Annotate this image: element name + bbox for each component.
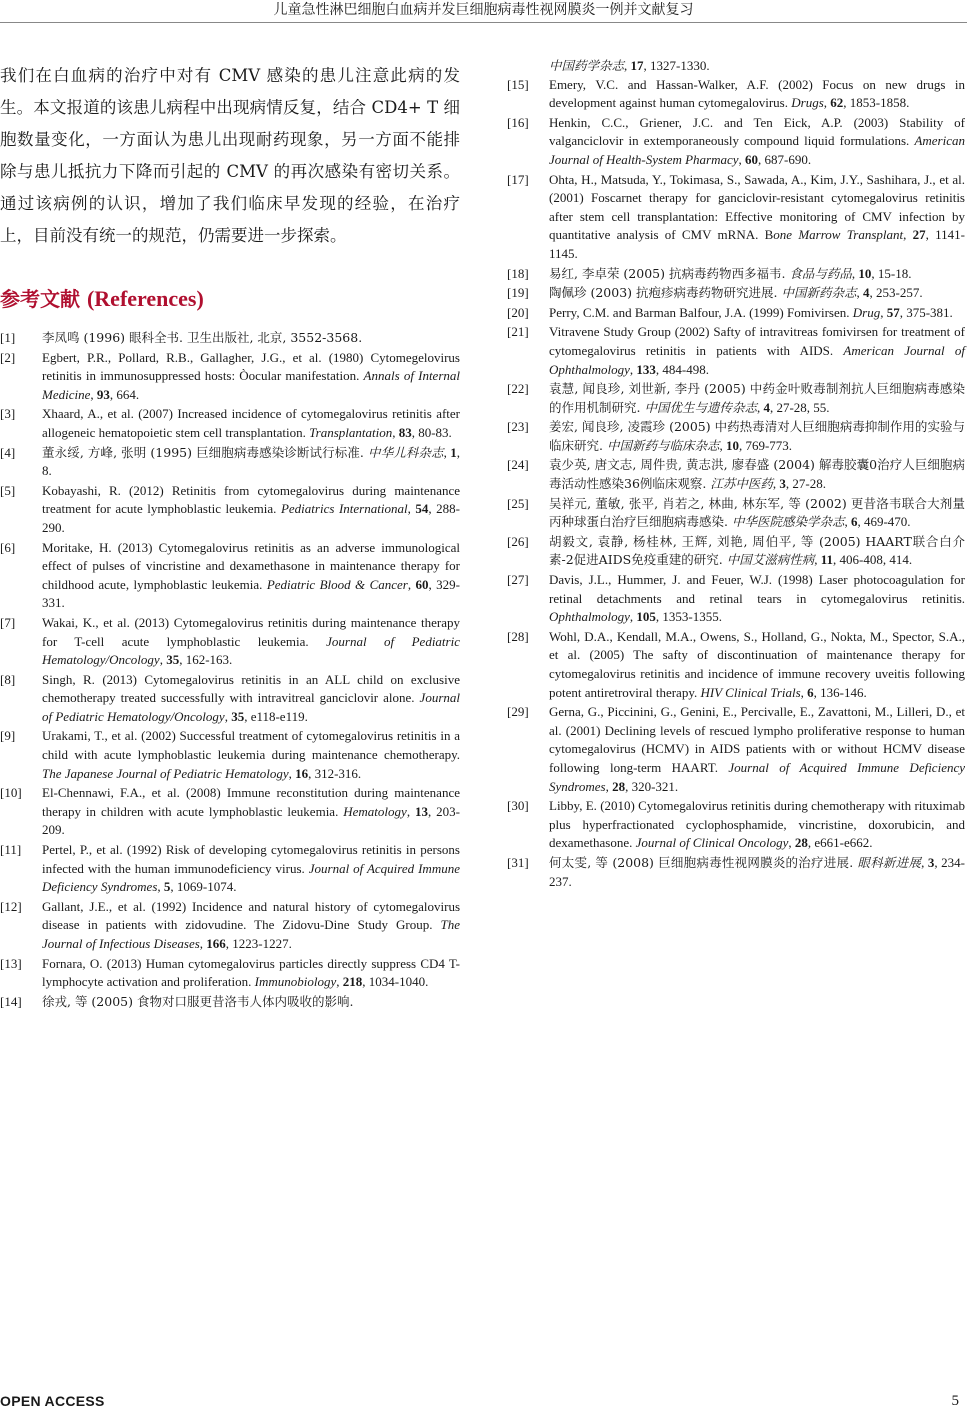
reference-segment: , — [443, 444, 451, 460]
reference-number: [28] — [507, 628, 529, 644]
reference-segment: , 1141-1145. — [549, 227, 966, 261]
reference-segment: Kobayashi, R. (2012) Retinitis from cytomegalovirus during maintenance treatment for acute lymphoblastic leukemia. — [42, 482, 460, 517]
reference-number: [5] — [0, 482, 16, 498]
reference-journal: 中国新药与临床杂志 — [606, 437, 720, 453]
open-access-label: OPEN ACCESS — [0, 1393, 105, 1409]
reference-volume: 4 — [763, 399, 770, 415]
reference-item — [507, 533, 965, 570]
references-heading-en: (References) — [86, 286, 204, 311]
reference-volume: 1 — [450, 444, 457, 460]
reference-number: [23] — [507, 419, 529, 435]
reference-segment: 胡毅文, 袁静, 杨桂林, 王辉, 刘艳, 周伯平, 等 (2005) HAART联合白介素-2促进AIDS免疫重建的研究. — [549, 533, 965, 568]
reference-journal: one Marrow Transplant — [773, 227, 904, 243]
reference-segment: Libby, E. (2010) Cytomegalovirus retinitis during chemotherapy with rituximab plus hyperfractionated cyclophosphamide, vincristine, doxorubicin, and dexamethasone. — [549, 798, 965, 851]
reference-segment: , — [738, 151, 746, 167]
reference-volume: 28 — [794, 835, 808, 851]
reference-volume: 105 — [636, 609, 656, 625]
reference-item — [507, 456, 965, 493]
reference-journal: Drugs — [791, 95, 824, 111]
reference-journal: American Journal of Health-System Pharmacy — [549, 133, 965, 167]
reference-journal: Journal of Pediatric Hematology/Oncology — [42, 633, 460, 668]
reference-number: [31] — [507, 854, 529, 870]
reference-volume: 60 — [415, 576, 429, 592]
reference-item — [507, 703, 965, 796]
reference-text — [549, 533, 965, 570]
reference-number: [2] — [0, 349, 16, 365]
reference-segment: , 203-209. — [42, 803, 461, 838]
reference-text — [42, 444, 460, 481]
reference-segment: Xhaard, A., et al. (2007) Increased incidence of cytomegalovirus retinitis after allogeneic hematopoietic stem cell transplantation. — [42, 406, 460, 440]
reference-segment: , 320-321. — [625, 778, 679, 794]
reference-segment: , 136-146. — [813, 684, 867, 700]
reference-segment: Moritake, H. (2013) Cytomegalovirus retinitis as an adverse immunological effect of pulses of vincristine and dexamethasone in maintenance therapy for childhood acute, lymphoblastic leukemia. — [42, 539, 460, 592]
reference-volume: 35 — [166, 652, 180, 668]
reference-segment: 陶佩珍 (2003) 抗疱疹病毒药物研究进展. — [549, 285, 782, 301]
reference-journal: Immunobiology — [254, 974, 337, 990]
reference-segment: Ohta, H., Matsuda, Y., Tokimasa, S., Sawada, A., Kim, J.Y., Sashihara, J., et al. (2001) Foscarnet therapy for ganciclovir-resistant cytomegalovirus retinitis after stem cell transplantation: Effective monitoring of CMV infection by quantitative analysis of CMV mRNA. B — [549, 171, 965, 243]
reference-segment: , 1853-1858. — [843, 95, 910, 111]
reference-item — [0, 405, 460, 442]
reference-text — [42, 671, 460, 727]
reference-text — [42, 784, 460, 840]
left-column — [0, 60, 460, 1012]
reference-item — [507, 495, 965, 532]
reference-text — [549, 456, 965, 493]
reference-segment: 袁少英, 唐文志, 周件贵, 黄志洪, 廖春盛 (2004) 解毒胶囊0治疗人巨细胞病毒活动性感染36例临床观察. — [549, 457, 965, 492]
reference-item — [507, 114, 965, 170]
right-column — [507, 57, 965, 892]
reference-segment: , 80-83. — [411, 424, 452, 440]
reference-segment: Urakami, T., et al. (2002) Successful treatment of cytomegalovirus retinitis in a child with acute lymphoblastic leukemia during maintenance chemotherapy. — [42, 728, 460, 763]
reference-text — [549, 380, 965, 417]
reference-text — [549, 114, 965, 170]
reference-journal: 中华儿科杂志 — [368, 444, 444, 460]
reference-number: [8] — [0, 671, 16, 687]
reference-number: [25] — [507, 495, 529, 511]
reference-segment: , — [224, 708, 232, 724]
reference-item — [0, 329, 460, 348]
reference-text — [42, 482, 460, 538]
reference-journal: American Journal of Ophthalmology — [549, 342, 966, 377]
reference-segment: Pertel, P., et al. (1992) Risk of developing cytomegalovirus retinitis in persons infected with the human immunodeficiency virus. — [42, 842, 460, 876]
reference-volume: 10 — [858, 265, 872, 281]
reference-segment: , 253-257. — [869, 285, 923, 301]
reference-segment: , 1353-1355. — [655, 609, 722, 625]
reference-segment: , — [903, 227, 913, 243]
reference-journal: The Journal of Infectious Diseases — [42, 917, 460, 951]
reference-text — [549, 284, 965, 303]
reference-journal: Drug — [852, 304, 881, 320]
reference-segment: , — [605, 778, 613, 794]
reference-segment: , 687-690. — [758, 151, 812, 167]
reference-segment: Wakai, K., et al. (2013) Cytomegalovirus retinitis during maintenance therapy for T-cell acute lymphoblastic leukemia. — [42, 614, 460, 649]
reference-volume: 13 — [415, 803, 428, 819]
reference-item — [0, 444, 460, 481]
reference-item — [0, 841, 460, 897]
reference-number: [27] — [507, 572, 529, 588]
reference-text — [42, 955, 460, 992]
reference-item — [507, 304, 965, 323]
reference-volume: 35 — [231, 708, 245, 724]
reference-volume: 6 — [850, 514, 858, 530]
reference-segment: , — [823, 95, 831, 111]
reference-text — [549, 628, 965, 702]
reference-segment: , e661-e662. — [807, 835, 873, 851]
reference-item — [507, 380, 965, 417]
reference-segment: , — [800, 684, 808, 700]
reference-item — [507, 628, 965, 702]
reference-item — [0, 614, 460, 670]
reference-volume: 93 — [96, 386, 110, 402]
reference-journal: Journal of Acquired Immune Deficiency Syndromes — [42, 860, 460, 895]
reference-segment: , 8. — [42, 444, 460, 479]
reference-segment: 吴祥元, 董敏, 张平, 肖若之, 林曲, 林东军, 等 (2002) 更昔洛韦联合大剂量丙种球蛋白治疗巨细胞病毒感染. — [549, 495, 965, 530]
reference-segment: , 484-498. — [655, 361, 709, 377]
reference-segment: 易红, 李卓荣 (2005) 抗病毒药物西多福韦. — [549, 265, 790, 281]
reference-segment: Egbert, P.R., Pollard, R.B., Gallagher, J.G., et al. (1980) Cytomegelovirus retinitis in immunosuppressed hosts: Òocular manifestation. — [42, 349, 460, 384]
reference-text — [42, 993, 460, 1012]
reference-journal: 中国新药杂志 — [781, 285, 857, 301]
reference-volume: 60 — [745, 151, 759, 167]
reference-segment: Fornara, O. (2013) Human cytomegalovirus particles directly suppress CD4 T-lymphocyte activation and proliferation. — [42, 955, 460, 990]
reference-segment: , — [788, 835, 795, 851]
reference-segment: Gerna, G., Piccinini, G., Genini, E., Percivalle, E., Zavattoni, M., Lilleri, D., et al. (2001) Declining levels of rescued lympho proliferative response to human cytomegalovirus (HCMV) in AIDS patients with or without HCMV disease following long-term HAART. — [549, 704, 965, 775]
reference-journal: 江苏中医药 — [710, 476, 773, 492]
references-heading-zh: 参考文献 — [0, 287, 80, 311]
reference-volume: 83 — [398, 424, 412, 440]
reference-volume: 10 — [725, 437, 739, 453]
reference-segment: , — [159, 652, 167, 668]
reference-segment: , — [90, 386, 97, 402]
reference-volume: 166 — [206, 936, 226, 951]
reference-segment: , 1069-1074. — [170, 879, 237, 895]
reference-journal: HIV Clinical Trials — [700, 684, 801, 700]
reference-segment: , — [157, 879, 164, 895]
reference-volume: 54 — [415, 501, 429, 517]
reference-journal: 眼科新进展 — [857, 854, 922, 870]
reference-number: [11] — [0, 842, 22, 858]
reference-segment: , — [844, 514, 851, 530]
reference-segment: , — [629, 609, 637, 625]
reference-segment: , 27-28, 55. — [769, 399, 830, 415]
reference-number: [4] — [0, 444, 16, 460]
reference-number: [9] — [0, 728, 16, 744]
reference-segment: , — [199, 936, 207, 951]
reference-volume: 57 — [886, 304, 900, 320]
reference-segment: 李凤鸣 (1996) 眼科全书. 卫生出版社, 北京, 3552-3568. — [42, 330, 363, 345]
reference-text — [42, 727, 460, 783]
reference-journal: Ophthalmology — [549, 609, 630, 625]
reference-item — [0, 955, 460, 992]
reference-segment: , — [407, 501, 416, 517]
reference-journal: Journal of Clinical Oncology — [635, 835, 789, 851]
reference-number: [19] — [507, 285, 529, 301]
reference-segment: , — [629, 361, 637, 377]
reference-item — [507, 284, 965, 303]
reference-volume: 28 — [612, 778, 626, 794]
reference-segment: , — [288, 765, 296, 781]
reference-text — [42, 405, 460, 442]
reference-text — [549, 171, 965, 264]
reference-segment: , — [719, 437, 726, 453]
reference-segment: , 375-381. — [899, 304, 953, 320]
reference-segment: , 769-773. — [738, 437, 793, 453]
reference-volume: 133 — [636, 361, 656, 377]
reference-segment: , — [880, 304, 887, 320]
reference-number: [18] — [507, 265, 529, 281]
reference-text — [549, 703, 965, 796]
reference-text — [42, 349, 460, 405]
reference-volume: 11 — [820, 552, 833, 568]
reference-segment: , — [336, 974, 343, 990]
reference-item — [507, 854, 965, 891]
reference-text — [549, 854, 965, 891]
reference-segment: 姜宏, 闻良珍, 凌霞珍 (2005) 中药热毒清对人巨细胞病毒抑制作用的实验与临床研究. — [549, 419, 965, 453]
reference-text — [42, 329, 460, 348]
reference-text — [42, 539, 460, 613]
reference-segment: , — [392, 424, 399, 440]
reference-item — [507, 571, 965, 627]
reference-item — [0, 727, 460, 783]
reference-segment: , — [921, 854, 928, 870]
reference-segment: 何太雯, 等 (2008) 巨细胞病毒性视网膜炎的治疗进展. — [549, 854, 858, 870]
reference-segment: , — [856, 285, 863, 301]
reference-number: [22] — [507, 381, 529, 397]
reference-segment: , — [407, 576, 416, 592]
reference-journal: Journal of Pediatric Hematology/Oncology — [42, 690, 460, 724]
reference-item — [0, 898, 460, 954]
reference-text — [42, 898, 460, 954]
reference-item — [0, 482, 460, 538]
reference-journal: Journal of Acquired Immune Deficiency Syndromes — [549, 759, 965, 794]
continuation-sep: , — [624, 58, 631, 73]
reference-number: [17] — [507, 171, 529, 187]
reference-segment: , e118-e119. — [244, 708, 308, 724]
reference-segment: , 406-408, 414. — [833, 552, 913, 568]
reference-text — [549, 495, 965, 532]
reference-volume: 16 — [295, 765, 309, 781]
reference-continuation — [507, 57, 965, 76]
continuation-journal: 中国药学杂志 — [549, 58, 625, 73]
reference-journal: Transplantation — [309, 424, 393, 440]
reference-segment: , — [851, 265, 859, 281]
running-header: 儿童急性淋巴细胞白血病并发巨细胞病毒性视网膜炎一例并文献复习 — [273, 2, 694, 18]
reference-journal: Annals of Internal Medicine — [42, 368, 460, 402]
reference-volume: 4 — [862, 285, 870, 301]
reference-segment: , 312-316. — [308, 765, 362, 781]
reference-segment: Vitravene Study Group (2002) Safty of intravitreas fomivirsen for treatment of cytomegalovirus retinitis in patients with AIDS. — [549, 324, 965, 358]
reference-segment: , — [814, 552, 821, 568]
reference-item — [507, 797, 965, 853]
reference-segment: El-Chennawi, F.A., et al. (2008) Immune reconstitution during maintenance therapy in children with acute lymphoblastic leukemia. — [42, 785, 460, 819]
header-divider — [0, 22, 967, 23]
reference-volume: 27 — [912, 227, 926, 243]
reference-text — [549, 323, 965, 379]
reference-journal: 中华医院感染学杂志 — [731, 514, 845, 530]
reference-journal: Pediatric Blood & Cancer — [266, 576, 408, 592]
reference-journal: 中国艾滋病性病 — [726, 552, 815, 568]
reference-number: [12] — [0, 898, 22, 914]
reference-segment: , 664. — [109, 386, 140, 402]
reference-volume: 3 — [779, 476, 786, 492]
reference-number: [10] — [0, 785, 22, 801]
reference-item — [0, 671, 460, 727]
reference-segment: Singh, R. (2013) Cytomegalovirus retinitis in an ALL child on exclusive chemotherapy treated successfully with intravitreal ganciclovir alone. — [42, 671, 460, 706]
reference-segment: , 27-28. — [785, 476, 826, 492]
continuation-volume: 17 — [630, 58, 644, 73]
continuation-pages: , 1327-1330. — [643, 58, 710, 73]
reference-number: [20] — [507, 304, 529, 320]
reference-segment: 袁慧, 闻良珍, 刘世新, 李丹 (2005) 中药金叶败毒制剂抗人巨细胞病毒感染的作用机制研究. — [549, 381, 965, 415]
reference-item — [0, 784, 460, 840]
reference-number: [6] — [0, 539, 16, 555]
page-number: 5 — [951, 1393, 959, 1409]
reference-text — [549, 76, 965, 113]
reference-segment: , 469-470. — [857, 514, 911, 530]
reference-number: [16] — [507, 114, 529, 130]
reference-segment: , 15-18. — [871, 265, 912, 281]
reference-segment: , 1223-1227. — [225, 936, 292, 951]
reference-segment: Wohl, D.A., Kendall, M.A., Owens, S., Holland, G., Nokta, M., Spector, S.A., et al. (2005) The safty of discontinuation of maintenance therapy for cytomegalovirus retinitis and incidence of immune recovery uveitis following potent antiretroviral therapy. — [549, 628, 965, 700]
reference-item — [507, 323, 965, 379]
reference-journal: 中国优生与遗传杂志 — [644, 399, 757, 415]
reference-number: [14] — [0, 993, 22, 1009]
reference-segment: , — [772, 476, 780, 492]
reference-journal: The Japanese Journal of Pediatric Hematology — [42, 765, 289, 781]
reference-text — [549, 418, 965, 455]
reference-segment: Perry, C.M. and Barman Balfour, J.A. (1999) Fomivirsen. — [549, 304, 853, 320]
reference-volume: 5 — [163, 879, 171, 895]
reference-segment: Davis, J.L., Hummer, J. and Feuer, W.J. (1998) Laser photocoagulation for retinal detachments and retinal tears in cytomegalovirus retinitis. — [549, 572, 965, 606]
reference-item — [507, 418, 965, 455]
reference-item — [507, 265, 965, 284]
reference-volume: 6 — [807, 684, 814, 700]
references-heading — [0, 285, 460, 313]
reference-number: [26] — [507, 533, 529, 549]
reference-segment: 董永绥, 方峰, 张明 (1995) 巨细胞病毒感染诊断试行标准. — [42, 444, 368, 460]
reference-text — [549, 304, 965, 323]
reference-segment: , — [406, 803, 415, 819]
reference-number: [3] — [0, 406, 16, 422]
reference-list-right — [507, 76, 965, 892]
reference-item — [0, 993, 460, 1012]
reference-segment: Gallant, J.E., et al. (1992) Incidence and natural history of cytomegalovirus disease in patients with zidovudine. The Zidovu-Dine Study Group. — [42, 898, 460, 933]
reference-segment: , 234-237. — [549, 854, 965, 889]
reference-segment: , — [756, 399, 764, 415]
reference-text — [549, 265, 965, 284]
reference-text — [549, 797, 965, 853]
reference-journal: 食品与药品 — [789, 265, 852, 281]
reference-segment: 徐戎, 等 (2005) 食物对口服更昔洛韦人体内吸收的影响. — [42, 993, 354, 1009]
reference-volume: 218 — [342, 974, 363, 990]
reference-item — [0, 349, 460, 405]
reference-number: [7] — [0, 614, 16, 630]
reference-segment: Henkin, C.C., Griener, J.C. and Ten Eick, A.P. (2003) Stability of valganciclovir in extemporaneously compound liquid formulations. — [549, 114, 965, 149]
reference-number: [1] — [0, 330, 16, 345]
reference-volume: 3 — [927, 854, 935, 870]
reference-text — [42, 614, 460, 670]
reference-number: [13] — [0, 955, 22, 971]
reference-number: [15] — [507, 76, 529, 92]
body-paragraph: 我们在白血病的治疗中对有 CMV 感染的患儿注意此病的发生。本文报道的该患儿病程中出现病情反复，结合 CD4+ T 细胞数量变化，一方面认为患儿出现耐药现象，另一方面不能排除与患儿抵抗力下降而引起的 CMV 的再次感染有密切关系。通过该病例的认识，增加了我们临床早发现的经验，在治疗上，目前没有统一的规范，仍需要进一步探索。 — [0, 66, 460, 245]
reference-text — [549, 571, 965, 627]
reference-number: [24] — [507, 457, 529, 473]
reference-item — [507, 171, 965, 264]
reference-journal: Pediatrics International — [280, 501, 408, 517]
reference-segment: , 1034-1040. — [362, 974, 429, 990]
reference-list-left — [0, 329, 460, 1011]
reference-number: [21] — [507, 324, 529, 340]
reference-item — [0, 539, 460, 613]
reference-volume: 62 — [830, 95, 844, 111]
reference-journal: Hematology — [343, 803, 407, 819]
reference-segment: Emery, V.C. and Hassan-Walker, A.F. (2002) Focus on new drugs in development against human cytomegalovirus. — [549, 76, 965, 111]
reference-text — [42, 841, 460, 897]
reference-item — [507, 76, 965, 113]
reference-number: [30] — [507, 798, 529, 814]
reference-number: [29] — [507, 704, 529, 720]
reference-segment: , 162-163. — [179, 652, 233, 668]
reference-segment: , 329-331. — [42, 576, 460, 611]
reference-segment: , 288-290. — [42, 501, 460, 535]
